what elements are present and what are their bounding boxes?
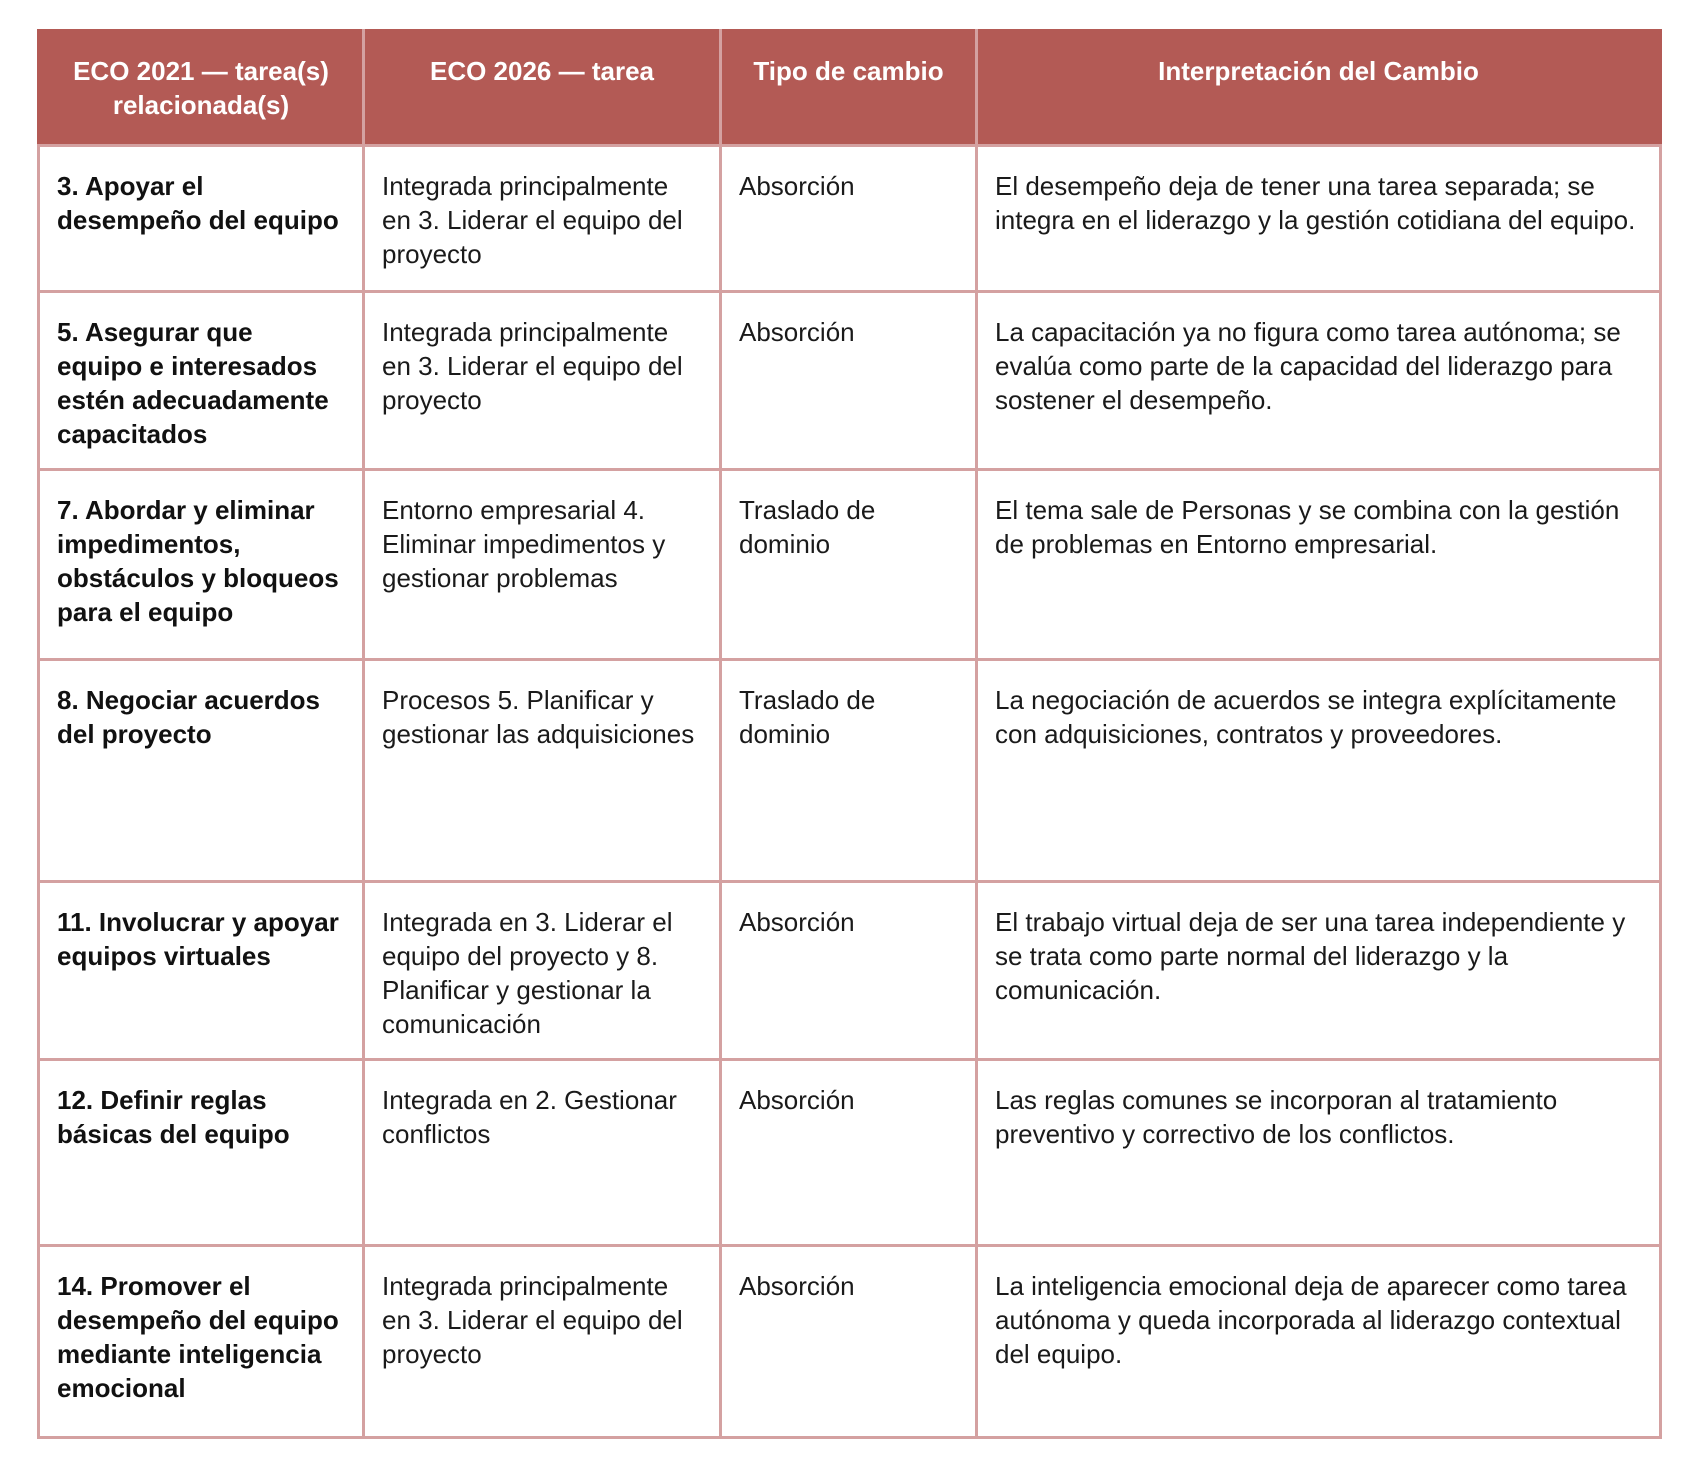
table-row — [39, 660, 1661, 882]
table-body — [39, 146, 1661, 1438]
cell-eco2021: 14. Promover el desempeño del equipo mediante inteligencia emocional — [39, 1246, 364, 1438]
table-row — [39, 292, 1661, 470]
cell-tipo: Absorción — [721, 882, 977, 1060]
cell-eco2026: Integrada principalmente en 3. Liderar el equipo del proyecto — [364, 292, 721, 470]
cell-eco2021: 7. Abordar y eliminar impedimentos, obstáculos y bloqueos para el equipo — [39, 470, 364, 660]
table-row — [39, 1060, 1661, 1246]
cell-tipo: Absorción — [721, 1246, 977, 1438]
header-interpretacion: Interpretación del Cambio — [977, 31, 1661, 146]
cell-interpretacion: La negociación de acuerdos se integra explícitamente con adquisiciones, contratos y proveedores. — [977, 660, 1661, 882]
cell-eco2026: Procesos 5. Planificar y gestionar las adquisiciones — [364, 660, 721, 882]
cell-tipo: Absorción — [721, 292, 977, 470]
header-tipo-cambio: Tipo de cambio — [721, 31, 977, 146]
cell-interpretacion: El trabajo virtual deja de ser una tarea independiente y se trata como parte normal del liderazgo y la comunicación. — [977, 882, 1661, 1060]
cell-interpretacion: Las reglas comunes se incorporan al tratamiento preventivo y correctivo de los conflictos. — [977, 1060, 1661, 1246]
cell-eco2021: 3. Apoyar el desempeño del equipo — [39, 146, 364, 292]
table-row — [39, 882, 1661, 1060]
cell-tipo: Traslado de dominio — [721, 470, 977, 660]
cell-eco2021: 11. Involucrar y apoyar equipos virtuales — [39, 882, 364, 1060]
table-header — [39, 31, 1661, 146]
table-row — [39, 146, 1661, 292]
cell-interpretacion: El tema sale de Personas y se combina con la gestión de problemas en Entorno empresarial. — [977, 470, 1661, 660]
cell-tipo: Absorción — [721, 146, 977, 292]
cell-eco2026: Integrada principalmente en 3. Liderar el equipo del proyecto — [364, 1246, 721, 1438]
cell-eco2021: 12. Definir reglas básicas del equipo — [39, 1060, 364, 1246]
cell-eco2026: Integrada en 3. Liderar el equipo del proyecto y 8. Planificar y gestionar la comunicación — [364, 882, 721, 1060]
eco-comparison-table — [37, 29, 1662, 1439]
header-row — [39, 31, 1661, 146]
header-eco2021: ECO 2021 — tarea(s) relacionada(s) — [39, 31, 364, 146]
cell-eco2021: 5. Asegurar que equipo e interesados estén adecuadamente capacitados — [39, 292, 364, 470]
cell-tipo: Absorción — [721, 1060, 977, 1246]
cell-interpretacion: La capacitación ya no figura como tarea autónoma; se evalúa como parte de la capacidad del liderazgo para sostener el desempeño. — [977, 292, 1661, 470]
table-row — [39, 470, 1661, 660]
cell-eco2021: 8. Negociar acuerdos del proyecto — [39, 660, 364, 882]
cell-interpretacion: El desempeño deja de tener una tarea separada; se integra en el liderazgo y la gestión cotidiana del equipo. — [977, 146, 1661, 292]
table-row — [39, 1246, 1661, 1438]
cell-eco2026: Integrada principalmente en 3. Liderar el equipo del proyecto — [364, 146, 721, 292]
header-eco2026: ECO 2026 — tarea — [364, 31, 721, 146]
cell-eco2026: Integrada en 2. Gestionar conflictos — [364, 1060, 721, 1246]
cell-eco2026: Entorno empresarial 4. Eliminar impedimentos y gestionar problemas — [364, 470, 721, 660]
cell-interpretacion: La inteligencia emocional deja de aparecer como tarea autónoma y queda incorporada al liderazgo contextual del equipo. — [977, 1246, 1661, 1438]
cell-tipo: Traslado de dominio — [721, 660, 977, 882]
